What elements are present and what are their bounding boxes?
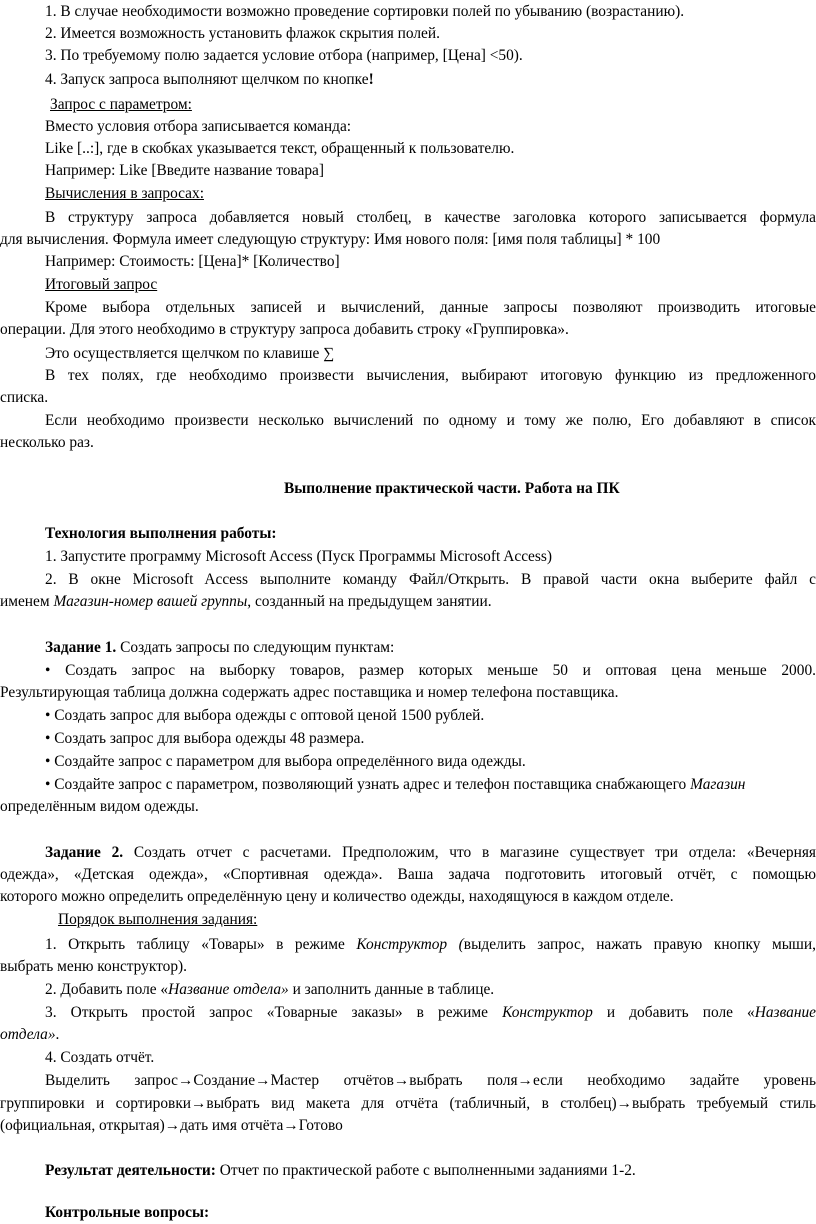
list-item: 2. В окне Microsoft Access выполните команду Файл/Открыть. В правой части окна выберите файл с xyxy=(45,571,816,588)
exclamation-mark: ! xyxy=(368,71,374,88)
step-item: 4. Создать отчёт. xyxy=(45,1049,155,1066)
list-item: 3. По требуемому полю задается условие отбора (например, [Цена] <50). xyxy=(45,47,523,64)
bullet-item: • Создать запрос на выборку товаров, размер которых меньше 50 и оптовая цена меньше 2000. xyxy=(45,662,816,679)
task-2 xyxy=(0,843,816,863)
text: именем xyxy=(0,593,54,610)
paragraph-line: одежда», «Детская одежда», «Спортивная одежда». Ваша задача подготовить итоговый отчёт, с помощью xyxy=(0,866,816,883)
step-item xyxy=(0,935,816,955)
list-item xyxy=(45,70,374,90)
result-line xyxy=(45,1161,636,1181)
bullet-item: • Создайте запрос с параметром для выбора определённого вида одежды. xyxy=(45,753,526,770)
bullet-item-continuation: Результирующая таблица должна содержать адрес поставщика и номер телефона поставщика. xyxy=(0,684,619,701)
list-item: 1. Запустите программу Microsoft Access (Пуск Программы Microsoft Access) xyxy=(45,548,552,565)
text: , созданный на предыдущем занятии. xyxy=(247,593,492,610)
paragraph: Это осуществляется щелчком по клавише ∑ xyxy=(45,345,335,362)
paragraph-line: для вычисления. Формула имеет следующую структуру: Имя нового поля: [имя поля таблицы] * 100 xyxy=(0,231,661,248)
order-heading: Порядок выполнения задания: xyxy=(58,911,258,928)
task-label: Задание 1. xyxy=(45,639,117,656)
text: . xyxy=(55,1026,60,1043)
step-item xyxy=(0,1003,816,1023)
text: 1. Открыть таблицу «Товары» в режиме xyxy=(45,936,357,953)
paragraph-line: списка. xyxy=(0,389,49,406)
bullet-item-continuation: определённым видом одежды. xyxy=(0,798,199,815)
text: 3. Открыть простой запрос «Товарные заказы» в режиме xyxy=(45,1004,503,1021)
result-text: Отчет по практической работе с выполненными заданиями 1-2. xyxy=(215,1162,636,1179)
list-item: 2. Имеется возможность установить флажок скрытия полей. xyxy=(45,25,440,42)
bullet-item: • Создать запрос для выбора одежды с оптовой ценой 1500 рублей. xyxy=(45,707,485,724)
paragraph-line: несколько раз. xyxy=(0,434,94,451)
italic-term: Название отдела» xyxy=(168,981,289,998)
italic-term: Конструктор ( xyxy=(356,936,464,953)
wizard-path-line: группировки и сортировки→выбрать вид макета для отчёта (табличный, в столбец)→выбрать требуемый стиль xyxy=(0,1095,816,1112)
result-label: Результат деятельности: xyxy=(45,1162,216,1179)
wizard-path-line: (официальная, открытая)→дать имя отчёта→Готово xyxy=(0,1117,343,1134)
step-item xyxy=(45,980,494,1000)
list-item: 1. В случае необходимости возможно проведение сортировки полей по убыванию (возрастанию). xyxy=(45,3,685,20)
paragraph: Например: Стоимость: [Цена]* [Количество] xyxy=(45,253,340,270)
paragraph-line: В тех полях, где необходимо произвести вычисления, выбирают итоговую функцию из предложенного xyxy=(45,367,816,384)
italic-term: Конструктор xyxy=(502,1004,593,1021)
paragraph-line: Кроме выбора отдельных записей и вычислений, данные запросы позволяют производить итоговые xyxy=(45,299,816,316)
task-label: Задание 2. xyxy=(45,844,124,861)
paragraph: Вместо условия отбора записывается команда: xyxy=(45,118,352,135)
technology-heading: Технология выполнения работы: xyxy=(45,525,277,542)
step-item-continuation: выбрать меню конструктор). xyxy=(0,958,188,975)
text: • Создайте запрос с параметром, позволяющий узнать адрес и телефон поставщика снабжающего xyxy=(45,776,691,793)
file-name: Магазин-номер вашей группы xyxy=(53,593,248,610)
paragraph-line: которого можно определить определённую цену и количество одежды, находящуюся в каждом отделе. xyxy=(0,888,674,905)
control-questions-heading: Контрольные вопросы: xyxy=(45,1204,210,1221)
step-item-continuation xyxy=(0,1025,59,1045)
text: и заполнить данные в таблице. xyxy=(288,981,495,998)
paragraph: Например: Like [Введите название товара] xyxy=(45,162,324,179)
italic-term: Название xyxy=(754,1004,816,1021)
task-text: Создать отчет с расчетами. Предположим, что в магазине существует три отдела: «Вечерняя xyxy=(123,844,816,861)
italic-term: Магазин xyxy=(690,776,746,793)
task-1 xyxy=(45,638,394,658)
section-heading-calculations: Вычисления в запросах: xyxy=(45,185,204,202)
italic-term: отдела» xyxy=(0,1026,56,1043)
bullet-item: • Создать запрос для выбора одежды 48 размера. xyxy=(45,730,365,747)
task-text: Создать запросы по следующим пунктам: xyxy=(116,639,395,656)
practice-title: Выполнение практической части. Работа на ПК xyxy=(284,480,620,497)
bullet-item xyxy=(45,775,745,795)
text: и добавить поле « xyxy=(592,1004,755,1021)
wizard-path-line: Выделить запрос→Создание→Мастер отчётов→выбрать поля→если необходимо задайте уровень xyxy=(45,1072,816,1089)
text: выделить запрос, нажать правую кнопку мыши, xyxy=(463,936,816,953)
list-item-continuation xyxy=(0,592,492,612)
paragraph: Like [..:], где в скобках указывается текст, обращенный к пользователю. xyxy=(45,140,515,157)
list-item-text: 4. Запуск запроса выполняют щелчком по кнопке xyxy=(45,71,369,88)
section-heading-parameter-query: Запрос с параметром: xyxy=(50,96,192,113)
paragraph-line: операции. Для этого необходимо в структуру запроса добавить строку «Группировка». xyxy=(0,321,569,338)
text: 2. Добавить поле « xyxy=(45,981,169,998)
paragraph-line: Если необходимо произвести несколько вычислений по одному и тому же полю, Его добавляют в список xyxy=(45,412,816,429)
section-heading-totals-query: Итоговый запрос xyxy=(45,276,158,293)
paragraph-line: В структуру запроса добавляется новый столбец, в качестве заголовка которого записывается формула xyxy=(45,209,816,226)
